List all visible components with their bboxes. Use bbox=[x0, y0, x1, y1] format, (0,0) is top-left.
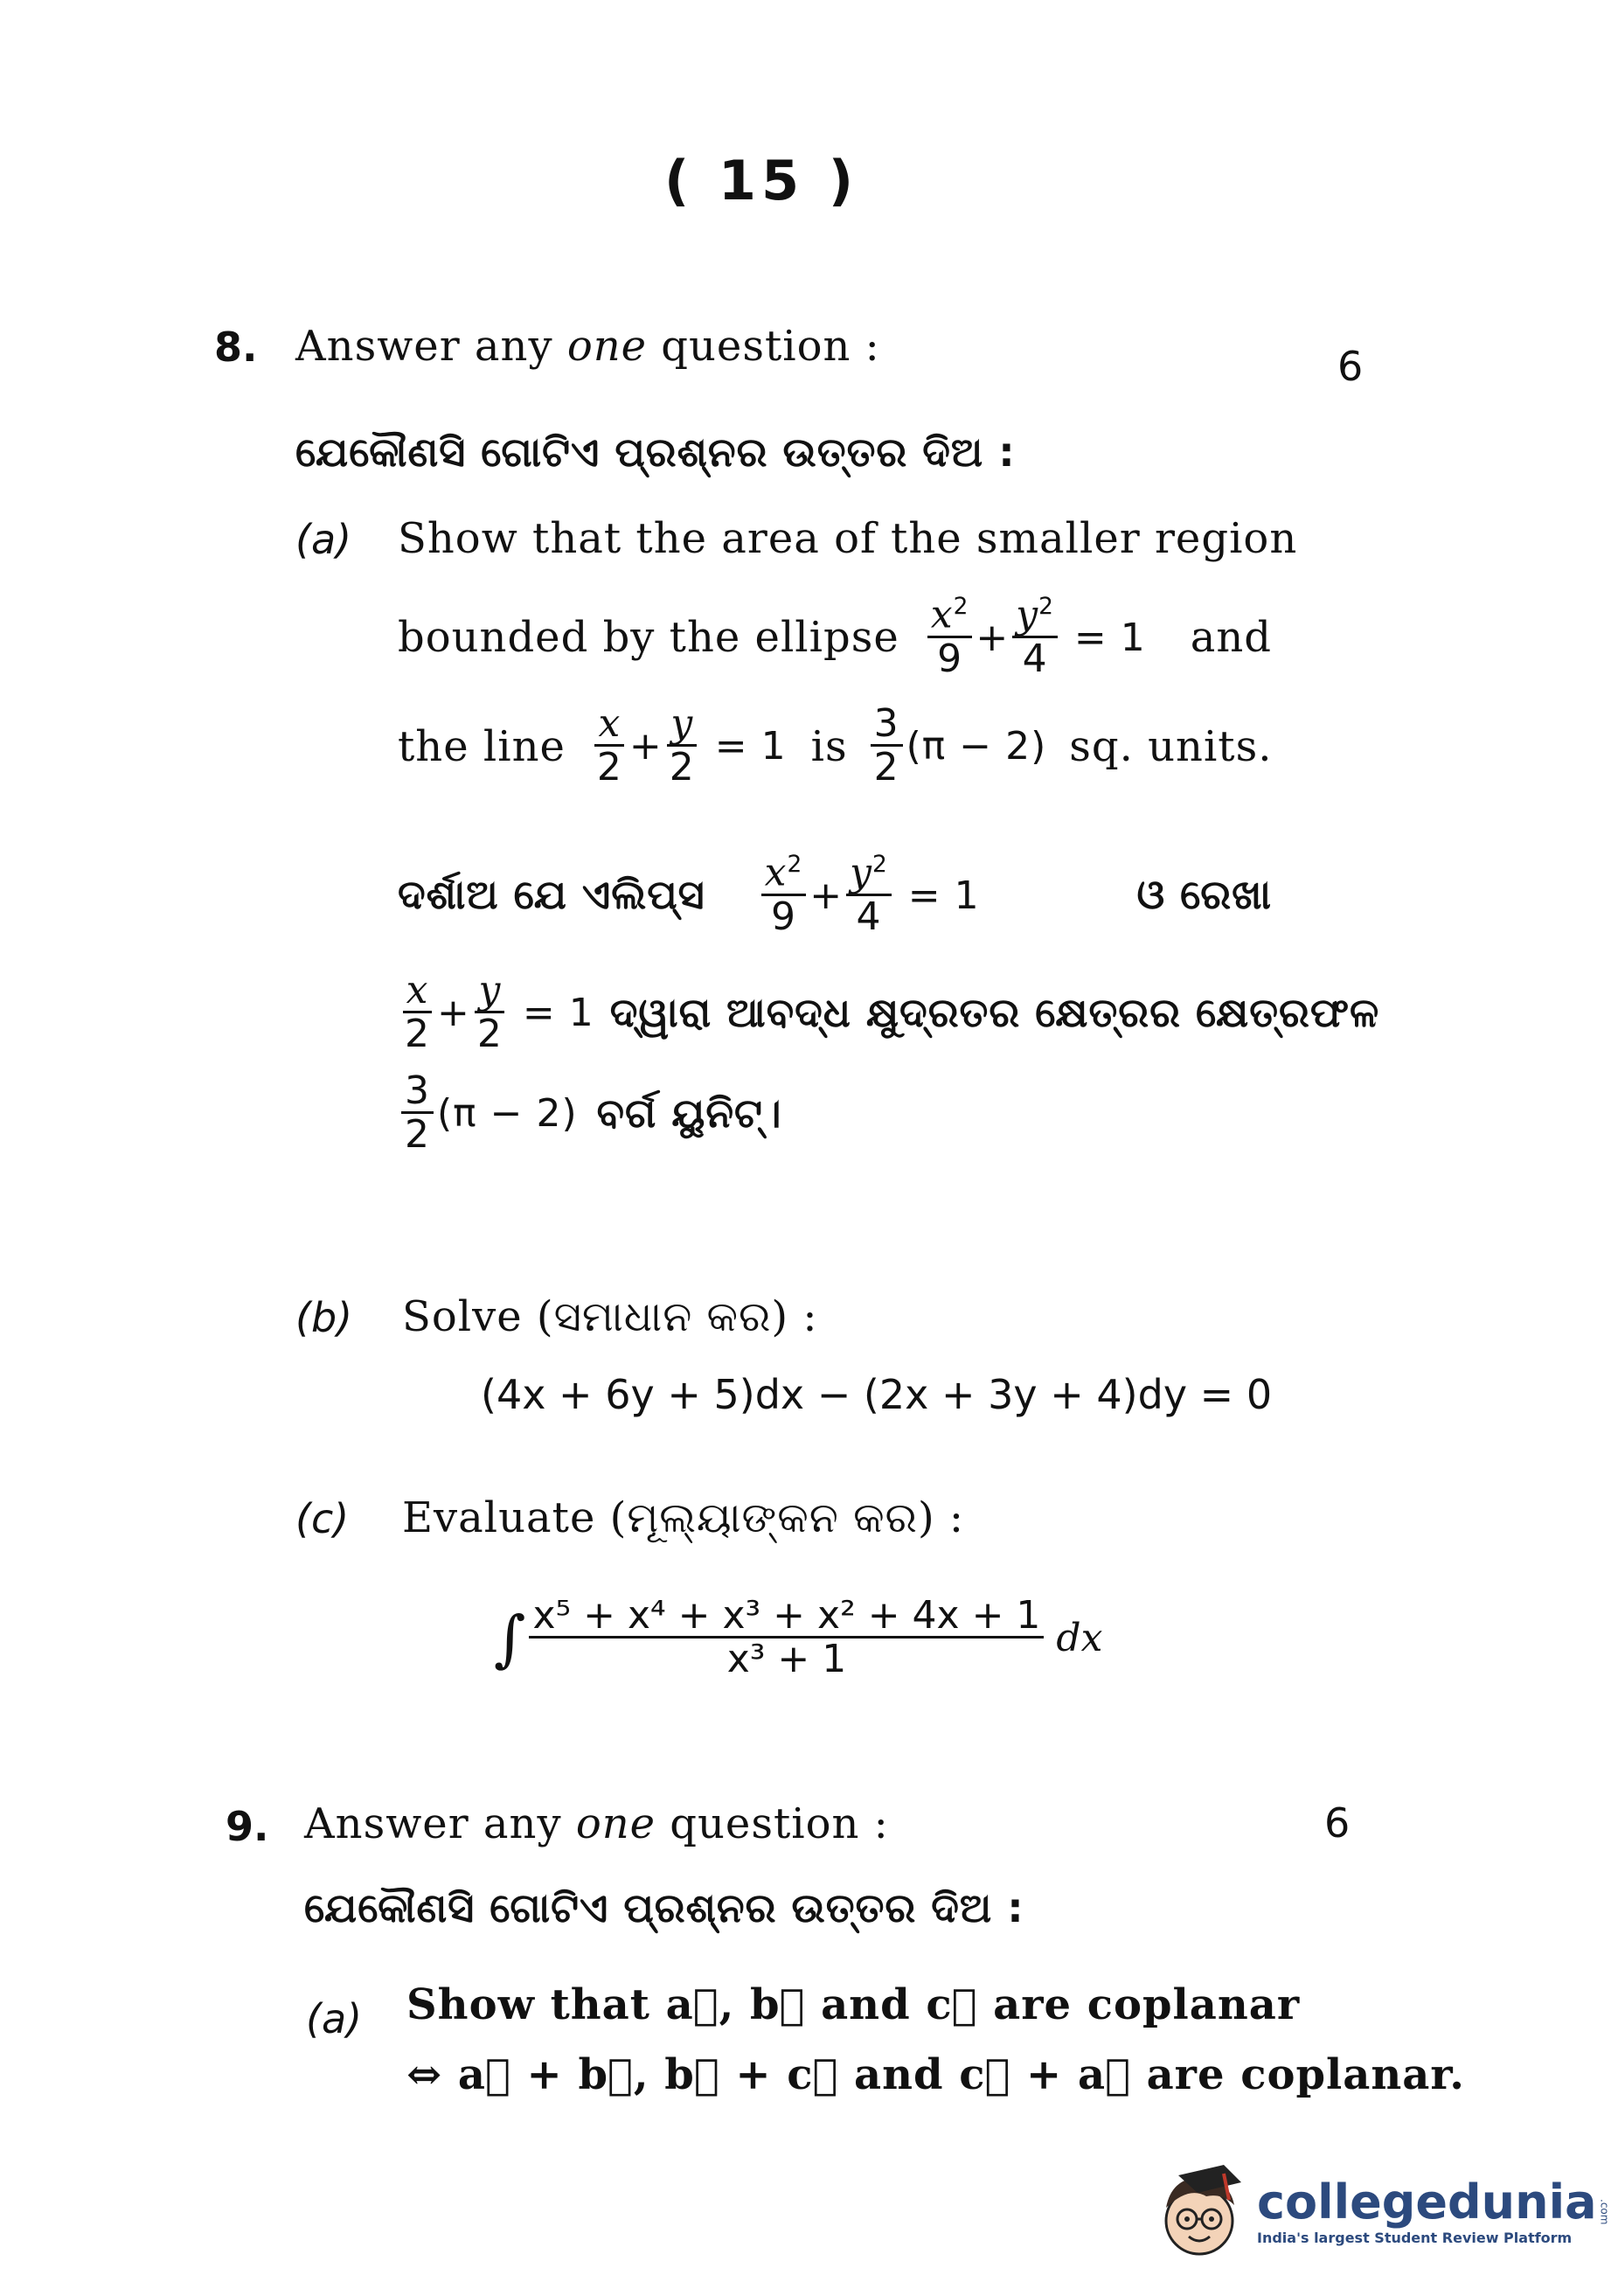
line3-text: the line bbox=[398, 721, 566, 771]
part-8b-equation: (4x + 6y + 5)dx − (2x + 3y + 4)dy = 0 bbox=[481, 1371, 1273, 1418]
question-9-odia-prompt: ଯେକୌଣସି ଗୋଟିଏ ପ୍ରଶ୍ନର ଉତ୍ତର ଦିଅ : bbox=[304, 1884, 1024, 1931]
line3-is: is bbox=[810, 721, 848, 771]
part-8c-text: Evaluate (ମୂଲ୍ୟାଙ୍କନ କର) : bbox=[402, 1493, 965, 1542]
odia-text-line2: ଦ୍ୱାରା ଆବଦ୍ଧ କ୍ଷୁଦ୍ରତର କ୍ଷେତ୍ରର କ୍ଷେତ୍ରଫଳ bbox=[609, 988, 1380, 1036]
part-8b-label: (b) bbox=[295, 1294, 353, 1341]
prompt-pre: Answer any bbox=[295, 322, 567, 371]
ellipse-equation: $\frac{x^2}{9}$ + $\frac{y^2}{4}$ = 1 bbox=[924, 595, 1146, 680]
part-8a-line3 bbox=[398, 701, 1273, 790]
prompt-emphasis: one bbox=[575, 1799, 656, 1848]
integral-sign: ∫ bbox=[494, 1602, 526, 1674]
logo-suffix: .com bbox=[1598, 2199, 1611, 2225]
integral-numerator: x⁵ + x⁴ + x³ + x² + 4x + 1 bbox=[529, 1596, 1044, 1639]
part-8b-text: Solve (ସମାଧାନ କର) : bbox=[402, 1292, 818, 1341]
part-8a-line1: Show that the area of the smaller region bbox=[398, 514, 1298, 563]
part-8a-odia-line1 bbox=[398, 852, 1272, 938]
logo-tagline: India's largest Student Review Platform bbox=[1257, 2229, 1573, 2246]
ellipse-equation-odia: $\frac{x^2}{9}$ + $\frac{y^2}{4}$ = 1 bbox=[758, 852, 980, 938]
integral-fraction bbox=[529, 1593, 1044, 1682]
part-8a-line2 bbox=[398, 592, 1272, 681]
logo-text-block bbox=[1257, 2174, 1597, 2246]
fraction: $\frac{x^2}{9}$ bbox=[927, 595, 973, 680]
area-value bbox=[867, 701, 1047, 790]
part-9a-label: (a) bbox=[306, 1995, 363, 2042]
fraction: $\frac{x}{2}$ bbox=[401, 971, 434, 1056]
line-equation: $\frac{x}{2}$ + $\frac{y}{2}$ = 1 bbox=[590, 704, 787, 790]
student-mascot-icon bbox=[1154, 2160, 1250, 2265]
collegedunia-logo bbox=[1154, 2160, 1611, 2265]
page-number: ( 15 ) bbox=[664, 149, 859, 212]
fraction: $\frac{3}{2}$ bbox=[871, 704, 903, 790]
line2-text: bounded by the ellipse bbox=[398, 613, 899, 663]
fraction: $\frac{y}{2}$ bbox=[474, 971, 506, 1056]
line2-and: and bbox=[1190, 613, 1272, 663]
question-8-prompt bbox=[295, 322, 880, 371]
prompt-pre: Answer any bbox=[304, 1799, 576, 1848]
line3-units: sq. units. bbox=[1069, 721, 1273, 771]
part-8a-label: (a) bbox=[295, 516, 352, 563]
part-9a-line1: Show that a⃗, b⃗ and c⃗ are coplanar bbox=[406, 1980, 1301, 2029]
question-8-marks: 6 bbox=[1337, 343, 1364, 390]
odia-text-b: ଓ ରେଖା bbox=[1136, 871, 1272, 919]
question-9-number: 9. bbox=[226, 1803, 269, 1850]
prompt-post: question : bbox=[647, 322, 880, 371]
part-8a-odia-line2 bbox=[398, 968, 1380, 1057]
prompt-emphasis: one bbox=[566, 322, 648, 371]
fraction: $\frac{3}{2}$ bbox=[401, 1071, 434, 1157]
part-8a-odia-line3 bbox=[398, 1068, 782, 1158]
integral-dx: dx bbox=[1056, 1616, 1103, 1661]
question-9-marks: 6 bbox=[1324, 1799, 1351, 1847]
fraction: $\frac{x^2}{9}$ bbox=[761, 852, 807, 938]
odia-text-a: ଦର୍ଶାଅ ଯେ ଏଲିପ୍ସ bbox=[398, 871, 705, 919]
area-value-odia: $\frac{3}{2}$ (π − 2) bbox=[398, 1071, 578, 1157]
integral-denominator: x³ + 1 bbox=[726, 1637, 847, 1682]
fraction: $\frac{y^2}{4}$ bbox=[846, 852, 892, 938]
area-tail: (π − 2) bbox=[906, 724, 1047, 769]
part-9a-line2: ⇔ a⃗ + b⃗, b⃗ + c⃗ and c⃗ + a⃗ are coplanar. bbox=[406, 2050, 1465, 2099]
line-equation-odia: $\frac{x}{2}$ + $\frac{y}{2}$ = 1 bbox=[398, 971, 594, 1056]
fraction: $\frac{x}{2}$ bbox=[594, 704, 626, 790]
question-8-number: 8. bbox=[214, 324, 258, 371]
odia-text-line3: ବର୍ଗ ୟୁନିଟ୍। bbox=[596, 1089, 782, 1137]
part-8c-integral bbox=[494, 1593, 1103, 1682]
question-9-prompt bbox=[304, 1799, 889, 1848]
fraction: $\frac{y}{2}$ bbox=[666, 704, 698, 790]
prompt-post: question : bbox=[656, 1799, 889, 1848]
part-8c-label: (c) bbox=[295, 1495, 350, 1542]
question-8-odia-prompt: ଯେକୌଣସି ଗୋଟିଏ ପ୍ରଶ୍ନର ଉତ୍ତର ଦିଅ : bbox=[295, 428, 1016, 476]
fraction: $\frac{y^2}{4}$ bbox=[1012, 595, 1058, 680]
logo-name: collegedunia bbox=[1257, 2174, 1597, 2230]
